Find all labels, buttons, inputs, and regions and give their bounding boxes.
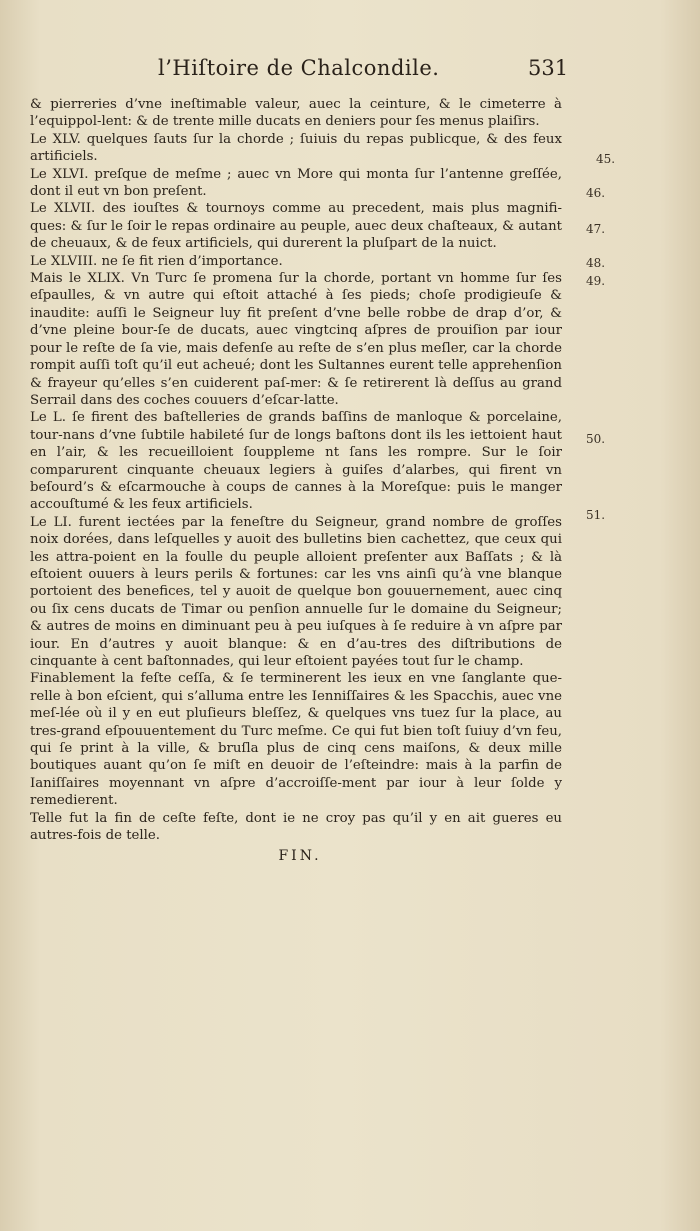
page-header xyxy=(0,56,700,96)
paragraph: Le LI. furent iectées par la feneſtre du Seigneur, grand nombre de groſſes noix dorées, dans leſquelles y auoit des bulletins bien cachettez, que ceux qui les attra-poient en la foulle du peuple alloient preſenter aux Baſſats ; & là eſtoient ouuers à leurs perils & fortunes: car les vns ainſi qu’à vne blanque portoient des benefices, tel y auoit de quelque bon gouuernement, auec cinq ou ſix cens ducats de Timar ou penſion annuelle ſur le domaine du Seigneur; & autres de moins en diminuant peu à peu iuſques à ſe reduire à vn aſpre par iour. En d’autres y auoit blanque: & en d’au-tres des diſtributions de cinquante à cent baſtonnades, qui leur eſtoient payées tout ſur le champ. xyxy=(30,514,562,669)
paragraph: Telle fut la fin de ceſte feſte, dont ie ne croy pas qu’il y en ait gueres eu autres-fois de telle. xyxy=(30,810,562,844)
margin-note: 48. xyxy=(586,256,606,270)
paragraph: Finablement la feſte ceſſa, & ſe terminerent les ieux en vne ſanglante que-relle à bon eſcient, qui s’alluma entre les Ienniſſaires & les Spacchis, auec vne meſ-lée où il y en eut pluſieurs bleſſez, & quelques vns tuez ſur la place, au tres-grand eſpouuentement du Turc meſme. Ce qui fut bien toſt ſuiuy d’vn feu, qui ſe print à la ville, & bruſla plus de cinq cens maiſons, & deux mille boutiques auant qu’on ſe miſt en deuoir de l’eſteindre: mais à la parfin de Ianiſſaires moyennant vn aſpre d’accroiſſe-ment par iour à leur ſolde y remedierent. xyxy=(30,671,562,809)
paragraph: Le XLVIII. ne ſe fit rien d’importance. xyxy=(30,253,283,269)
running-title: l’Hiſtoire de Chalcondile. xyxy=(158,56,440,80)
margin-note: 47. xyxy=(586,222,606,236)
paragraph: & pierreries d’vne ineſtimable valeur, auec la ceinture, & le cimeterre à l’equippol-lent: & de trente mille ducats en deniers pour ſes menus plaiſirs. xyxy=(30,97,562,130)
margin-note: 45. xyxy=(596,152,616,166)
closing-word: FIN. xyxy=(278,848,322,864)
margin-note: 50. xyxy=(586,432,606,446)
paragraph: Le XLV. quelques ſauts ſur la chorde ; ſuiuis du repas publicque, & des feux artificiels. xyxy=(30,131,562,165)
paragraph: Le XLVII. des iouſtes & tournoys comme au precedent, mais plus magnifi-ques: & ſur le ſoir le repas ordinaire au peuple, auec deux chaſteaux, & autant de cheuaux, & de feux artificiels, qui durerent la pluſpart de la nuict. xyxy=(30,201,562,252)
margin-note: 49. xyxy=(586,274,606,288)
margin-note: 46. xyxy=(586,186,606,200)
margin-note: 51. xyxy=(586,508,606,522)
paragraph: Le L. ſe firent des baſtelleries de grands baſſins de manloque & porcelaine, tour-nans d’vne ſubtile habileté ſur de longs baſtons dont ils les iettoient haut en l’air, & les recueilloient ſouppleme nt ſans les rompre. Sur le ſoir comparurent cinquante cheuaux legiers à guiſes d’alarbes, qui firent vn beſourd’s & eſcarmouche à coups de cannes à la Moreſque: puis le manger accouſtumé & les feux artificiels. xyxy=(30,410,562,513)
body-text xyxy=(30,96,562,844)
paragraph: Mais le XLIX. Vn Turc ſe promena ſur la chorde, portant vn homme ſur ſes eſpaulles, & vn autre qui eſtoit attaché à ſes pieds; choſe prodigieuſe & inaudite: auſſi le Seigneur luy fit preſent d’vne belle robbe de drap d’or, & d’vne pleine bour-ſe de ducats, auec vingtcinq aſpres de prouiſion par iour pour le reſte de ſa vie, mais defenſe au reſte de s’en plus meſler, car la chorde rompit auſſi toſt qu’il eut acheué; dont les Sultannes eurent telle apprehenſion & frayeur qu’elles s’en cuiderent paſ-mer: & ſe retirerent là deſſus au grand Serrail dans des coches couuers d’eſcar-latte. xyxy=(30,271,562,408)
paragraph: Le XLVI. preſque de meſme ; auec vn More qui monta ſur l’antenne greſſée, dont il eut vn bon preſent. xyxy=(30,166,562,200)
page-number: 531 xyxy=(528,56,569,80)
